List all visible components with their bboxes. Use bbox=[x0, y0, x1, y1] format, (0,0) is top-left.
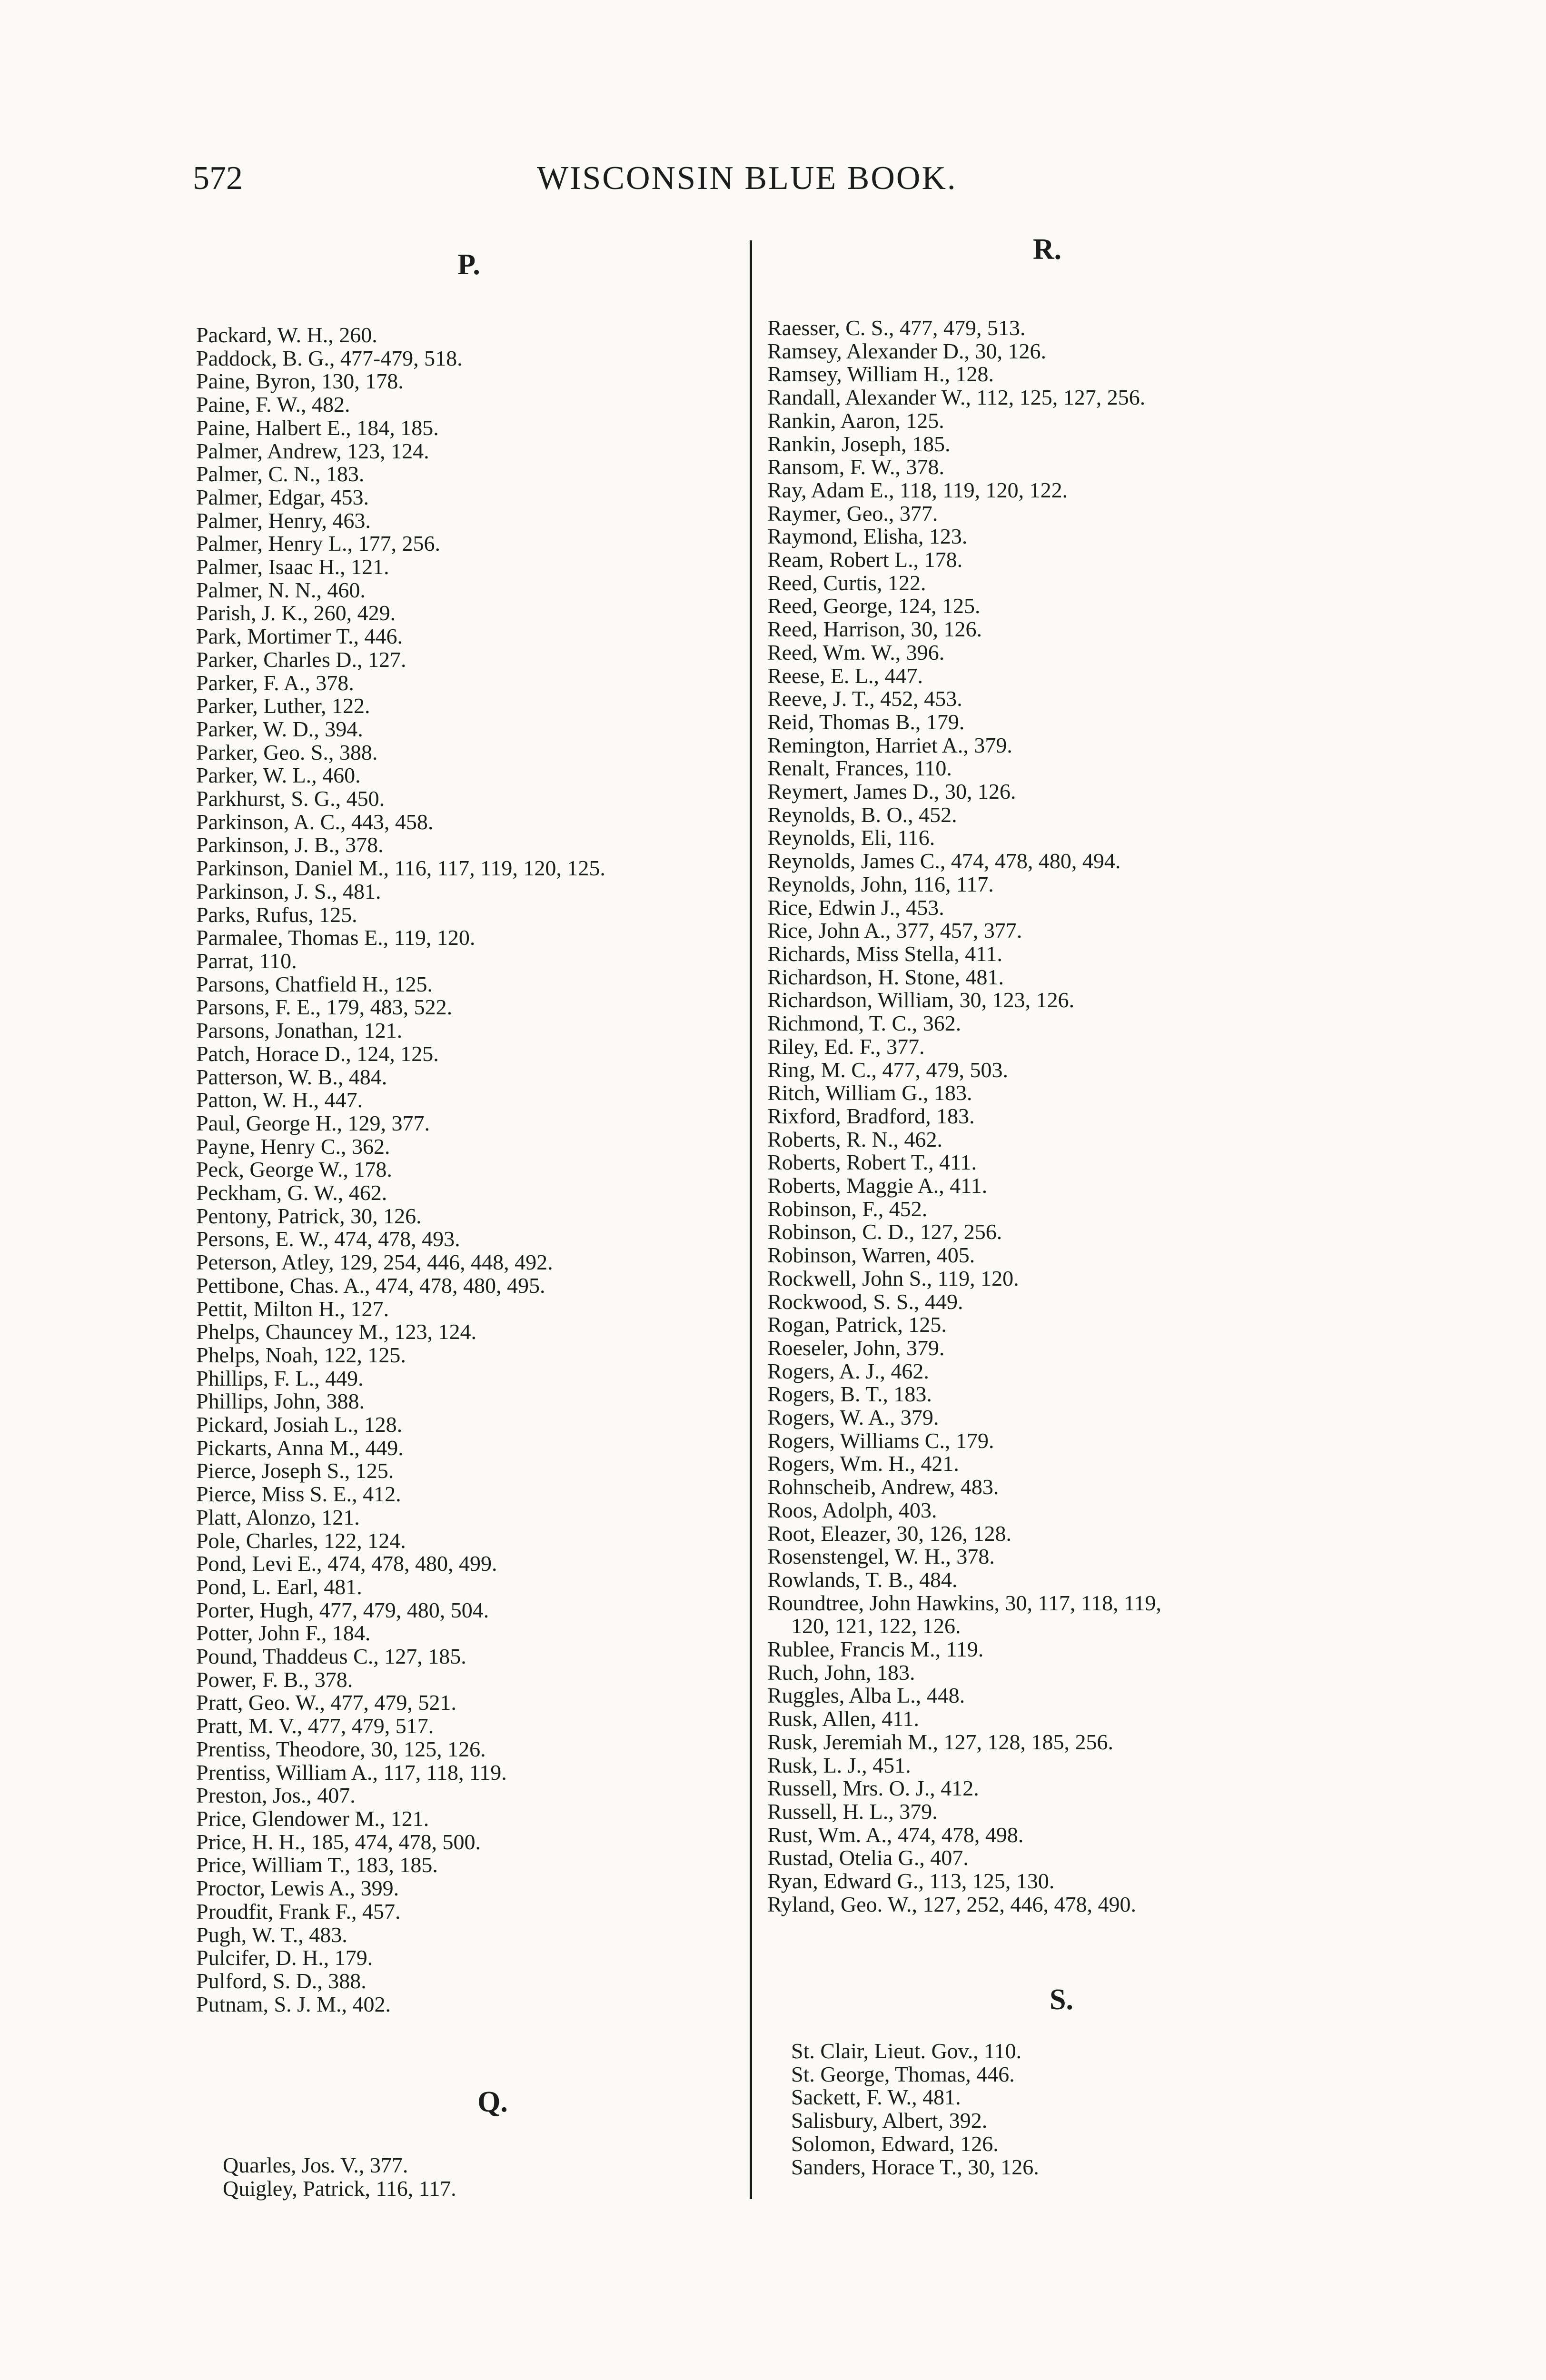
index-entry: Rockwood, S. S., 449. bbox=[767, 1289, 963, 1314]
index-entry: Robinson, Warren, 405. bbox=[767, 1243, 975, 1268]
section-letter-q: Q. bbox=[477, 2086, 508, 2118]
column-rule bbox=[750, 240, 752, 2199]
index-entry: Phelps, Chauncey M., 123, 124. bbox=[196, 1319, 477, 1344]
index-entry: Reed, Curtis, 122. bbox=[767, 570, 926, 595]
index-entry: Reynolds, John, 116, 117. bbox=[767, 872, 994, 896]
index-entry: Quarles, Jos. V., 377. bbox=[223, 2153, 408, 2177]
index-entry: Rogers, B. T., 183. bbox=[767, 1382, 932, 1407]
index-entry: Parkinson, A. C., 443, 458. bbox=[196, 809, 434, 834]
index-entry: Pettibone, Chas. A., 474, 478, 480, 495. bbox=[196, 1273, 545, 1298]
index-entry: Richardson, H. Stone, 481. bbox=[767, 964, 1004, 989]
index-entry: Preston, Jos., 407. bbox=[196, 1783, 356, 1808]
index-entry: Pierce, Joseph S., 125. bbox=[196, 1458, 394, 1483]
index-entry: Reed, Harrison, 30, 126. bbox=[767, 617, 982, 642]
index-entry: Pentony, Patrick, 30, 126. bbox=[196, 1203, 422, 1228]
index-entry: Richmond, T. C., 362. bbox=[767, 1011, 961, 1036]
section-letter-r: R. bbox=[1032, 233, 1062, 266]
index-entry: Parker, Charles D., 127. bbox=[196, 647, 406, 672]
index-entry: Rice, John A., 377, 457, 377. bbox=[767, 918, 1022, 943]
index-list-r bbox=[767, 317, 1161, 1916]
index-entry: Rockwell, John S., 119, 120. bbox=[767, 1266, 1019, 1290]
index-entry: Rusk, Allen, 411. bbox=[767, 1706, 920, 1731]
index-entry: Rohnscheib, Andrew, 483. bbox=[767, 1475, 999, 1499]
index-entry: Reed, George, 124, 125. bbox=[767, 594, 981, 618]
index-entry: Riley, Ed. F., 377. bbox=[767, 1034, 925, 1059]
index-entry: Raymond, Elisha, 123. bbox=[767, 524, 968, 549]
index-entry: Parker, Geo. S., 388. bbox=[196, 740, 378, 764]
index-entry: Palmer, N. N., 460. bbox=[196, 577, 366, 602]
index-entry: Ruch, John, 183. bbox=[767, 1660, 915, 1685]
index-entry: Parmalee, Thomas E., 119, 120. bbox=[196, 925, 476, 950]
index-entry: Peterson, Atley, 129, 254, 446, 448, 492. bbox=[196, 1250, 553, 1275]
index-entry: St. Clair, Lieut. Gov., 110. bbox=[791, 2039, 1022, 2063]
index-entry: Persons, E. W., 474, 478, 493. bbox=[196, 1227, 460, 1251]
index-entry: Phelps, Noah, 122, 125. bbox=[196, 1342, 406, 1367]
index-entry: Reynolds, Eli, 116. bbox=[767, 825, 935, 850]
index-entry: Solomon, Edward, 126. bbox=[791, 2131, 999, 2156]
index-entry: Peck, George W., 178. bbox=[196, 1157, 392, 1182]
index-entry: Parrat, 110. bbox=[196, 948, 297, 973]
index-entry: Quigley, Patrick, 116, 117. bbox=[223, 2176, 456, 2201]
index-entry: Pickarts, Anna M., 449. bbox=[196, 1435, 404, 1460]
index-entry: Rogers, W. A., 379. bbox=[767, 1405, 939, 1430]
index-entry: Parker, Luther, 122. bbox=[196, 694, 370, 718]
index-entry: Raesser, C. S., 477, 479, 513. bbox=[767, 316, 1026, 340]
index-entry: Parkhurst, S. G., 450. bbox=[196, 786, 385, 811]
index-entry: Parks, Rufus, 125. bbox=[196, 902, 357, 927]
index-entry: Rogers, Wm. H., 421. bbox=[767, 1451, 959, 1476]
index-entry: Reynolds, James C., 474, 478, 480, 494. bbox=[767, 849, 1121, 873]
index-entry: Reed, Wm. W., 396. bbox=[767, 640, 945, 664]
index-entry: Parker, F. A., 378. bbox=[196, 670, 354, 695]
index-entry: Power, F. B., 378. bbox=[196, 1667, 353, 1692]
index-entry: Price, William T., 183, 185. bbox=[196, 1853, 438, 1877]
index-entry: Proctor, Lewis A., 399. bbox=[196, 1876, 399, 1901]
index-entry: Parkinson, Daniel M., 116, 117, 119, 120, 125. bbox=[196, 856, 605, 881]
index-entry: Rust, Wm. A., 474, 478, 498. bbox=[767, 1822, 1024, 1847]
index-entry: Palmer, Isaac H., 121. bbox=[196, 555, 389, 579]
index-entry: Richardson, William, 30, 123, 126. bbox=[767, 988, 1075, 1012]
index-entry: Renalt, Frances, 110. bbox=[767, 756, 952, 781]
index-entry: Putnam, S. J. M., 402. bbox=[196, 1992, 391, 2016]
index-entry: Sanders, Horace T., 30, 126. bbox=[791, 2154, 1039, 2179]
index-entry: Pound, Thaddeus C., 127, 185. bbox=[196, 1644, 466, 1669]
index-entry: Randall, Alexander W., 112, 125, 127, 256. bbox=[767, 385, 1146, 410]
index-entry: Rosenstengel, W. H., 378. bbox=[767, 1544, 995, 1569]
index-entry: Platt, Alonzo, 121. bbox=[196, 1505, 360, 1529]
index-entry: Pond, L. Earl, 481. bbox=[196, 1574, 362, 1599]
index-entry: 120, 121, 122, 126. bbox=[791, 1614, 961, 1638]
index-entry: Phillips, John, 388. bbox=[196, 1389, 365, 1414]
index-entry: Reymert, James D., 30, 126. bbox=[767, 779, 1016, 804]
index-entry: Paine, F. W., 482. bbox=[196, 392, 350, 417]
index-entry: Palmer, Edgar, 453. bbox=[196, 485, 369, 509]
index-list-s bbox=[791, 2040, 1039, 2179]
index-entry: Richards, Miss Stella, 411. bbox=[767, 941, 1003, 966]
index-entry: Ruggles, Alba L., 448. bbox=[767, 1683, 965, 1708]
index-entry: Pickard, Josiah L., 128. bbox=[196, 1412, 403, 1437]
index-entry: Roberts, Robert T., 411. bbox=[767, 1150, 977, 1175]
index-entry: Rogers, A. J., 462. bbox=[767, 1359, 929, 1383]
index-entry: Parkinson, J. S., 481. bbox=[196, 879, 381, 903]
index-entry: Roberts, R. N., 462. bbox=[767, 1127, 942, 1151]
index-entry: Root, Eleazer, 30, 126, 128. bbox=[767, 1521, 1011, 1546]
index-entry: Reynolds, B. O., 452. bbox=[767, 802, 957, 827]
index-entry: Ransom, F. W., 378. bbox=[767, 455, 945, 479]
index-entry: Paine, Byron, 130, 178. bbox=[196, 369, 404, 394]
index-entry: Roundtree, John Hawkins, 30, 117, 118, 119, bbox=[767, 1590, 1161, 1615]
index-entry: Proudfit, Frank F., 457. bbox=[196, 1899, 401, 1924]
index-entry: Roeseler, John, 379. bbox=[767, 1335, 945, 1360]
page-number: 572 bbox=[193, 160, 243, 197]
index-entry: Packard, W. H., 260. bbox=[196, 323, 377, 347]
index-entry: Ream, Robert L., 178. bbox=[767, 547, 963, 572]
index-entry: Rogers, Williams C., 179. bbox=[767, 1428, 994, 1453]
index-entry: Pettit, Milton H., 127. bbox=[196, 1296, 389, 1321]
index-entry: Ryan, Edward G., 113, 125, 130. bbox=[767, 1869, 1055, 1894]
index-entry: Rankin, Aaron, 125. bbox=[767, 408, 944, 433]
index-entry: Palmer, C. N., 183. bbox=[196, 462, 365, 486]
index-entry: Rankin, Joseph, 185. bbox=[767, 431, 951, 456]
index-entry: Ramsey, Alexander D., 30, 126. bbox=[767, 338, 1046, 363]
index-entry: Sackett, F. W., 481. bbox=[791, 2085, 961, 2110]
running-head: WISCONSIN BLUE BOOK. bbox=[537, 160, 957, 197]
index-entry: Robinson, F., 452. bbox=[767, 1196, 928, 1221]
index-entry: Park, Mortimer T., 446. bbox=[196, 624, 403, 649]
index-entry: Peckham, G. W., 462. bbox=[196, 1180, 387, 1205]
index-entry: Pratt, Geo. W., 477, 479, 521. bbox=[196, 1690, 456, 1715]
index-entry: Rice, Edwin J., 453. bbox=[767, 895, 944, 920]
index-entry: Potter, John F., 184. bbox=[196, 1621, 371, 1646]
index-entry: Raymer, Geo., 377. bbox=[767, 501, 938, 526]
index-entry: Rogan, Patrick, 125. bbox=[767, 1312, 947, 1337]
index-entry: Rusk, Jeremiah M., 127, 128, 185, 256. bbox=[767, 1729, 1114, 1754]
index-entry: Palmer, Andrew, 123, 124. bbox=[196, 438, 429, 463]
index-entry: Pulcifer, D. H., 179. bbox=[196, 1945, 373, 1970]
index-entry: Remington, Harriet A., 379. bbox=[767, 733, 1012, 757]
index-entry: Porter, Hugh, 477, 479, 480, 504. bbox=[196, 1597, 489, 1622]
index-entry: Pugh, W. T., 483. bbox=[196, 1922, 347, 1947]
index-entry: Price, H. H., 185, 474, 478, 500. bbox=[196, 1829, 481, 1854]
index-entry: Salisbury, Albert, 392. bbox=[791, 2108, 988, 2133]
section-letter-p: P. bbox=[457, 248, 480, 281]
index-entry: Phillips, F. L., 449. bbox=[196, 1366, 364, 1390]
index-entry: Parsons, F. E., 179, 483, 522. bbox=[196, 995, 453, 1020]
index-entry: Patterson, W. B., 484. bbox=[196, 1064, 387, 1089]
index-entry: Ring, M. C., 477, 479, 503. bbox=[767, 1057, 1009, 1082]
index-entry: Pierce, Miss S. E., 412. bbox=[196, 1482, 401, 1507]
index-entry: Ramsey, William H., 128. bbox=[767, 362, 994, 387]
index-entry: Roberts, Maggie A., 411. bbox=[767, 1173, 988, 1198]
index-entry: St. George, Thomas, 446. bbox=[791, 2062, 1015, 2086]
index-entry: Parker, W. D., 394. bbox=[196, 716, 363, 741]
index-entry: Paine, Halbert E., 184, 185. bbox=[196, 415, 439, 440]
index-entry: Patch, Horace D., 124, 125. bbox=[196, 1041, 439, 1066]
index-entry: Pratt, M. V., 477, 479, 517. bbox=[196, 1714, 434, 1738]
index-entry: Roos, Adolph, 403. bbox=[767, 1497, 937, 1522]
index-list-p bbox=[196, 324, 605, 2016]
index-entry: Reid, Thomas B., 179. bbox=[767, 709, 965, 734]
index-list-q bbox=[223, 2154, 456, 2200]
index-entry: Patton, W. H., 447. bbox=[196, 1088, 363, 1112]
index-entry: Palmer, Henry L., 177, 256. bbox=[196, 531, 441, 556]
index-entry: Robinson, C. D., 127, 256. bbox=[767, 1220, 1002, 1244]
index-entry: Rowlands, T. B., 484. bbox=[767, 1567, 958, 1592]
index-entry: Ray, Adam E., 118, 119, 120, 122. bbox=[767, 477, 1068, 502]
index-entry: Rixford, Bradford, 183. bbox=[767, 1103, 975, 1128]
index-entry: Prentiss, Theodore, 30, 125, 126. bbox=[196, 1736, 486, 1761]
index-entry: Reeve, J. T., 452, 453. bbox=[767, 686, 962, 711]
index-entry: Parsons, Chatfield H., 125. bbox=[196, 972, 433, 996]
index-entry: Payne, Henry C., 362. bbox=[196, 1134, 390, 1159]
index-entry: Paul, George H., 129, 377. bbox=[196, 1111, 430, 1135]
index-entry: Palmer, Henry, 463. bbox=[196, 508, 371, 533]
index-entry: Rusk, L. J., 451. bbox=[767, 1753, 911, 1777]
index-entry: Parsons, Jonathan, 121. bbox=[196, 1018, 403, 1043]
index-entry: Parkinson, J. B., 378. bbox=[196, 833, 384, 857]
index-entry: Reese, E. L., 447. bbox=[767, 663, 923, 688]
index-entry: Ritch, William G., 183. bbox=[767, 1081, 972, 1105]
index-entry: Price, Glendower M., 121. bbox=[196, 1806, 429, 1831]
index-entry: Pole, Charles, 122, 124. bbox=[196, 1528, 406, 1553]
index-entry: Russell, Mrs. O. J., 412. bbox=[767, 1776, 979, 1801]
index-entry: Rublee, Francis M., 119. bbox=[767, 1637, 984, 1662]
index-entry: Prentiss, William A., 117, 118, 119. bbox=[196, 1760, 507, 1785]
index-entry: Parker, W. L., 460. bbox=[196, 763, 361, 788]
index-entry: Parish, J. K., 260, 429. bbox=[196, 601, 396, 625]
index-entry: Pond, Levi E., 474, 478, 480, 499. bbox=[196, 1551, 497, 1576]
index-entry: Ryland, Geo. W., 127, 252, 446, 478, 490. bbox=[767, 1892, 1137, 1916]
index-entry: Pulford, S. D., 388. bbox=[196, 1968, 367, 1993]
section-letter-s: S. bbox=[1050, 1983, 1073, 2016]
index-entry: Paddock, B. G., 477-479, 518. bbox=[196, 346, 463, 370]
index-entry: Russell, H. L., 379. bbox=[767, 1799, 938, 1824]
index-entry: Rustad, Otelia G., 407. bbox=[767, 1845, 969, 1870]
